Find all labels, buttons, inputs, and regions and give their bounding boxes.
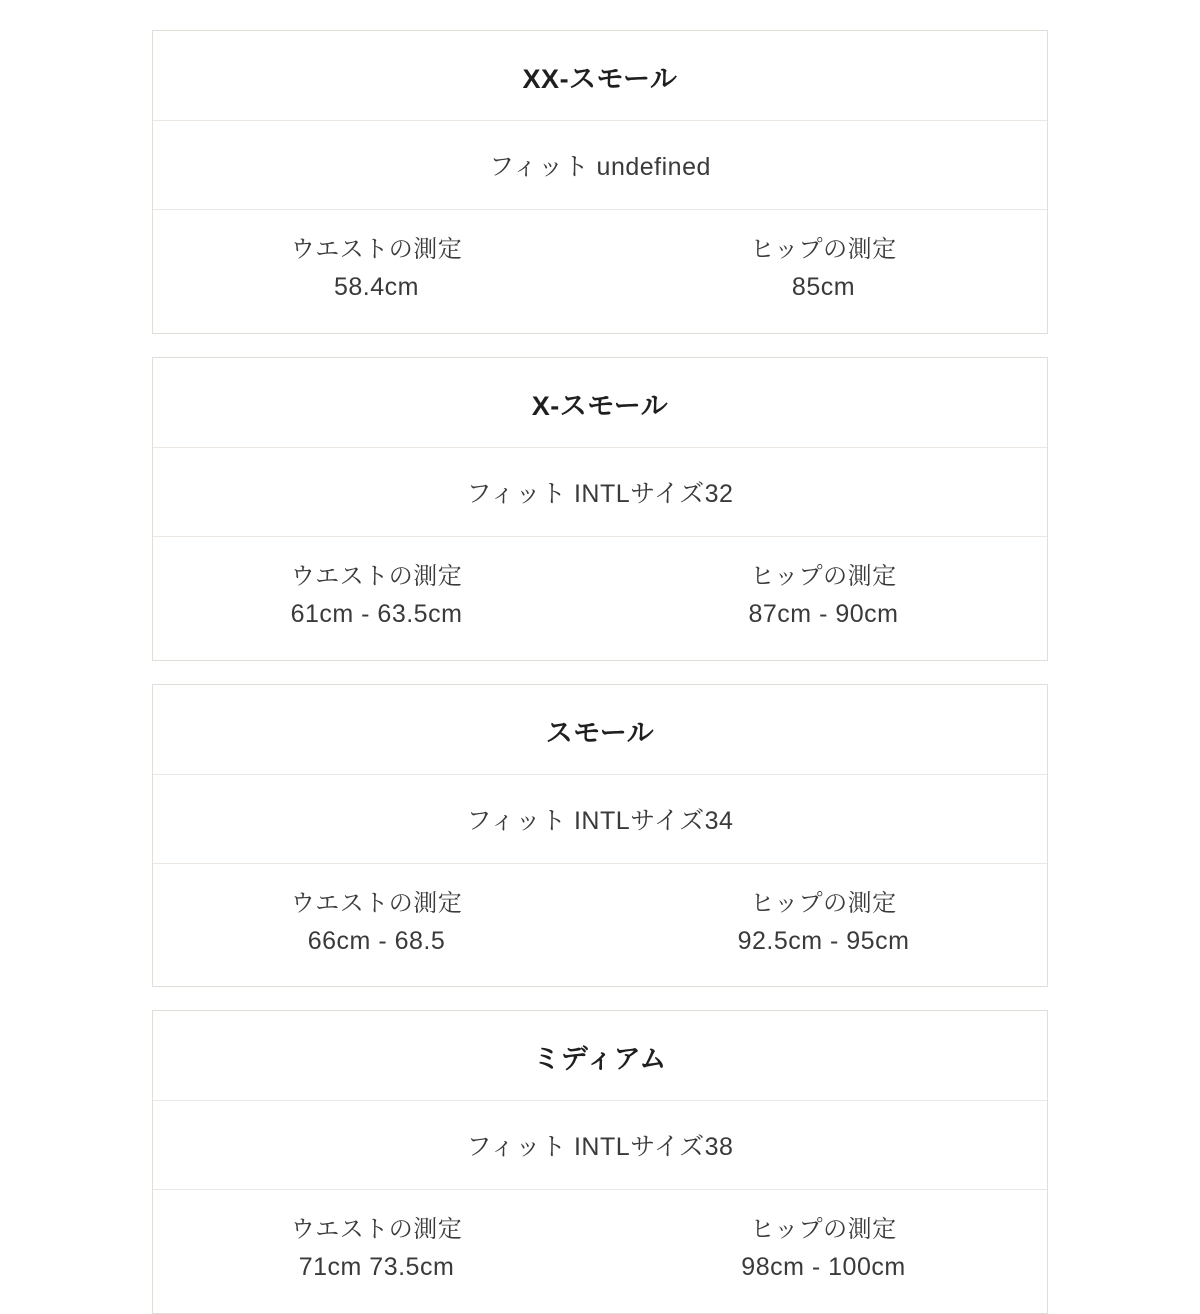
size-card-measurements <box>153 1190 1047 1313</box>
hip-label: ヒップの測定 <box>750 889 897 917</box>
waist-label: ウエストの測定 <box>290 236 463 263</box>
size-card-fit: フィット INTLサイズ34 <box>153 775 1047 864</box>
waist-measurement <box>153 1212 600 1287</box>
waist-label: ウエストの測定 <box>290 1216 463 1244</box>
size-card-fit: フィット INTLサイズ32 <box>153 448 1047 537</box>
size-card-x-small <box>152 357 1048 661</box>
hip-measurement <box>600 886 1047 961</box>
hip-measurement <box>600 1212 1047 1287</box>
size-card-xx-small <box>152 30 1048 334</box>
hip-measurement <box>600 232 1047 307</box>
size-card-small <box>152 684 1048 988</box>
size-card-title: ミディアム <box>153 1011 1047 1101</box>
waist-value: 66cm - 68.5 <box>307 926 446 955</box>
size-card-measurements <box>153 537 1047 660</box>
hip-value: 92.5cm - 95cm <box>737 926 910 955</box>
waist-label: ウエストの測定 <box>290 562 463 590</box>
hip-value: 87cm - 90cm <box>748 599 899 628</box>
size-card-measurements <box>153 864 1047 987</box>
hip-label: ヒップの測定 <box>750 1216 897 1244</box>
size-card-title: スモール <box>153 685 1047 775</box>
hip-label: ヒップの測定 <box>750 236 897 263</box>
waist-measurement <box>153 232 600 307</box>
size-card-title: XX-スモール <box>153 31 1047 121</box>
hip-value: 85cm <box>791 273 856 301</box>
size-card-medium <box>152 1010 1048 1314</box>
waist-value: 71cm 73.5cm <box>298 1253 455 1282</box>
waist-value: 61cm - 63.5cm <box>290 599 463 628</box>
hip-measurement <box>600 559 1047 634</box>
hip-value: 98cm - 100cm <box>741 1253 906 1282</box>
size-card-title: X-スモール <box>153 358 1047 448</box>
waist-measurement <box>153 886 600 961</box>
size-card-fit: フィット undefined <box>153 121 1047 210</box>
size-card-fit: フィット INTLサイズ38 <box>153 1101 1047 1190</box>
hip-label: ヒップの測定 <box>750 562 897 590</box>
waist-label: ウエストの測定 <box>290 889 463 917</box>
waist-value: 58.4cm <box>334 273 419 301</box>
size-card-measurements <box>153 210 1047 333</box>
waist-measurement <box>153 559 600 634</box>
